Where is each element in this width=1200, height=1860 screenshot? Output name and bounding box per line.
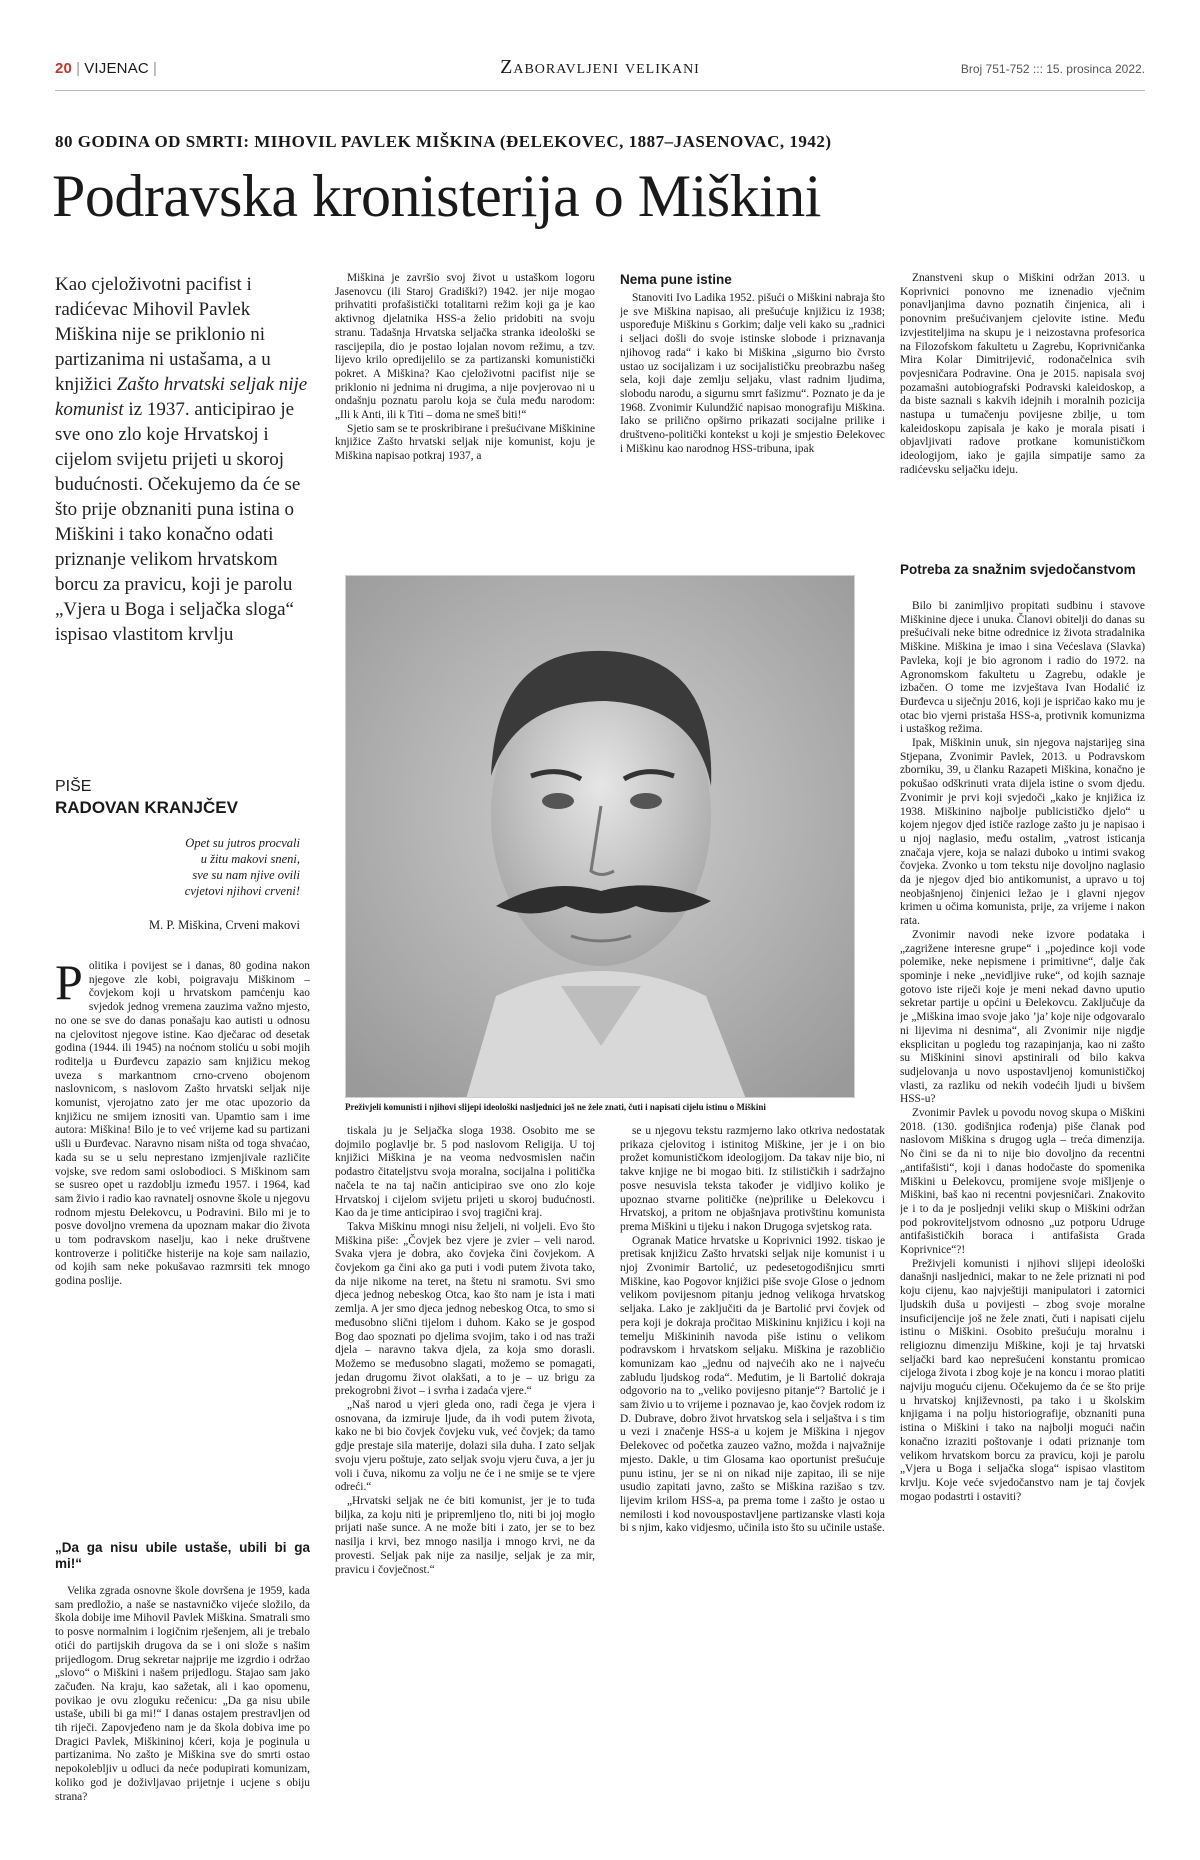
page-number: 20 — [55, 60, 73, 77]
paragraph: „Naš narod u vjeri gleda ono, radi čega je vjera i osnovana, da izmiruje ljude, da ih vodi putem života, kako ne bi bio čovjek čovjeku vuk, već čovjek; da tamo gdje prestaje sila materije, dolazi sila duha. I zato seljak svoju vjeru poštuje, zato seljak svoju vjeru čuva, a jer ju voli i čuva, nikomu za volju ne će i ne smije se te vjere odreći.“ — [335, 1399, 595, 1494]
epigraph-poem: Opet su jutros procvali u žitu makovi sneni, sve su nam njive ovili cvjetovi njihovi crveni! — [184, 836, 300, 898]
column-3-bottom — [620, 1125, 885, 1845]
header-left: 20 | VIJENAC | — [55, 60, 158, 77]
byline-author: RADOVAN KRANJČEV — [55, 798, 238, 817]
issue-info: Broj 751-752 ::: 15. prosinca 2022. — [960, 62, 1145, 76]
paragraph: Bilo bi zanimljivo propitati sudbinu i stavove Miškinine djece i unuka. Članovi obitelji do danas su prešućivali neke bitne odrednice iz života stradalnika Miškine. Miškina je imao i sina Većeslava (Slavka) Pavleka, koji je bio agronom i radio do 1972. na Agronomskom fakultetu u Zagrebu, odakle je izbačen. O tome me izvještava Ivan Hodalić iz Đurđevca u siječnju 2016, koji je ispričao kako mu je otac bio vjerni pristaša HSS-a, protivnik komunizma i ustaškog režima. — [900, 600, 1145, 736]
column-1-body — [55, 960, 310, 1535]
column-1-subhead: „Da ga nisu ubile ustaše, ubili bi ga mi!“ — [55, 1540, 310, 1571]
header-divider — [55, 90, 1145, 91]
paragraph: Takva Miškinu mnogi nisu željeli, ni voljeli. Evo što Miškina piše: „Čovjek bez vjere je zvier – veli narod. Svaka vjera je dobra, ako čovjeka čini čovjekom. A čovjekom ga čini ako ga puti i vodi putem života tako, da nije nikome na teret, na štetu ni sramotu. Svi smo djeca jednog nebeskog Otca, kao što nam je ista i mati zemlja. A jer smo djeca jednog nebeskog Otca, to smo si međusobno slični tijelom i duhom. Kako se je gospod Bog dao spoznati po djelima svojim, tako i od nas traži djela – naravno takva djela, za koja smo dorasli. Možemo se međusobno slagati, možemo se pomagati, jedan drugomu život olakšati, a to je – uz brigu za prekogrobni život – i svrha i zadaća vjere.“ — [335, 1220, 595, 1398]
page-header — [55, 52, 1145, 80]
paragraph: Sjetio sam se te proskribirane i prešućivane Miškinine knjižice Zašto hrvatski seljak nije komunist, koju je Miškina napisao potkraj 1937, a — [335, 422, 595, 463]
paragraph: Znanstveni skup o Miškini održan 2013. u Koprivnici ponovno me iznenadio vječnim ponavljanjima davno poznatih činjenica, ali i ponovnim prešućivanjem cjelovite istine. Među izvjestiteljima na skupu je i neizostavna profesorica na Filozofskom fakultetu u Zagrebu, Koprivničanka Mira Kolar Dimitrijević, rodonačelnica svih povjesničara Podravine. Ona je 2015. napisala svoj pozamašni autobiografski Podravski kaleidoskop, a da biste saznali s kakvih idejnih i moralnih pozicija nastupa u tumačenju povijesne zbilje, u tom kaleidoskopu zapisala je kako je morala pisati i objavljivati radove protkane komunističkom ideologijom, iako je gajila simpatije samo za radićevsku seljačku ideju. — [900, 272, 1145, 476]
column-3-top — [620, 292, 885, 567]
byline-label: PIŠE — [55, 778, 92, 795]
column-2-bottom — [335, 1125, 595, 1845]
article-title: Podravska kronisterija o Miškini — [52, 163, 821, 229]
paragraph: Zvonimir Pavlek u povodu novog skupa o Miškini 2018. (130. godišnjica rođenja) piše članak pod naslovom Miškina s drugog ugla – treća dimenzija. No čini se da ni to nije bio dovoljno da recentni „antifašisti“, koji i danas hodočaste do spomenika Miškini u Đelekovcu, promijene svoje mišljenje o Miškini, baš kao ni recentni povjesničari. Znakovito je i to da je posljednji veliki skup o Miškini održan pod pokroviteljstvom odnosno „uz potporu Udruge antifašističkih boraca i antifašista Grada Koprivnice“?! — [900, 1107, 1145, 1257]
column-4-body — [900, 600, 1145, 1850]
paragraph: Zvonimir navodi neke izvore podataka i „zagriženе interesne grupe“ i „pojedince koji vode polemike, neke nepismene i primitivne“, dalje čak spominje i neke „nevidljive ruke“, od kojih saznaje gotovo iste riječi koje je meni nekad davno uputio sekretar partije u općini u Đelekovcu. Zaključuje da je „Miškina imao svoje jako ’ja’ koje nije odgovaralo ni lijevima ni desnima“, ali Zvonimir nije nigdje eksplicitan u pogledu tog razapinjanja, kao ni zašto su Miškinini sinovi apstinirali od bilo kakva sudjelovanja u novo uspostavljenoj komunističkoj vlasti, za razliku od nekih vodećih ljudi u bivšem HSS-u? — [900, 928, 1145, 1106]
drop-cap: P — [55, 960, 83, 1010]
paragraph: Velika zgrada osnovne škole dovršena je 1959, kada sam predložio, a naše se nastavničko vijeće složilo, da škola dobije ime Mihovil Pavlek Miškina. Smatrali smo to posve normalnim i logičnim rješenjem, ali je trebalo otići do partijskih drugova da se i oni slože s našim prijedlogom. Drug sekretar najprije me izgrdio i održao „slovo“ o Miškini i našem prijedlogu. Stajao sam jako začuđen. Na kraju, kao sažetak, ali i kao opomenu, povikao je ovu zloguku rečenicu: „Da ga nisu ubile ustaše, ubili bi ga mi!“ I danas ostajem prestravljen od tih riječi. Zapovjeđeno nam je da škola dobiva ime po Dragici Pavlek, Miškininoj kćeri, koja je poginula u partizanima. No zašto je Miškina sve do smrti ostao nepokolebljiv u odluci da neće podupirati komunizam, koliko god je doživljavao prijetnje i ucjene s obiju strana? — [55, 1585, 310, 1803]
paragraph: se u njegovu tekstu razmjerno lako otkriva nedostatak prikaza cjelovitog i istinitog Miškine, jer je i on bio prožet komunističkom ideologijom. Da takav nije bio, ni takve knjige ne bi mogao biti. Iz stilističkih i sadržajno posve nesuvisla teksta također je vidljivo koliko je upoznao stvarne političke (ne)prilike u Đelekovcu i Hrvatskoj, a pritom ne objašnjava protivštinu komunista prema Miškini u tijeku i nakon Drugoga svjetskog rata. — [620, 1125, 885, 1233]
paragraph: Ogranak Matice hrvatske u Koprivnici 1992. tiskao je pretisak knjižicu Zašto hrvatski seljak nije komunist i u njoj Zvonimir Bartolić, uz pedesetogodišnjicu smrti Miškine, kao Pogovor knjižici piše svoje Glose o jednom velikom povijesnom pitanju jednog velikoga hrvatskog seljaka. Lako je zaključiti da je Bartolić prvi čovjek od pera koji je dokraja pročitao Miškininu knjižicu i koji na temelju Miškininih navoda piše istinu o velikom podravskom i hrvatskom seljaku. Miškina je razobličio komunizam kao „jednu od najvećih ako ne i najveću zabludu ljudskog roda“. Međutim, je li Bartolić dokraja odgovorio na to „veliko povijesno pitanje“? Bartolić je i sam živio u to vrijeme i poznavao je, kao čovjek rodom iz D. Dubrave, dobro život hrvatskog sela i seljaštva i s tim u vezi i značenje HSS-a u kojem je Miškina i njegov Đelekovec od početka zauzeo važno, možda i najvažnije mjesto. Dakle, u tim Glosama kao oportunist prešućuje punu istinu, jer se ni on nikad nije zapitao, ili se nije usudio zapitati javno, zašto se Miškina razišao s tzv. lijevim krilom HSS-a, pa prema tome i zašto je ostao u nemilosti i kod novouspostavljene partizanske vlasti koja bi s njim, kako vidjesmo, učinila isto što su učinile ustaše. — [620, 1234, 885, 1535]
epigraph-source: M. P. Miškina, Crveni makovi — [148, 918, 300, 932]
section-name: Zaboravljeni velikani — [500, 56, 700, 78]
paragraph: tiskala ju je Seljačka sloga 1938. Osobito me se dojmilo poglavlje br. 5 pod naslovom Religija. U toj knjižici Miškina je na veoma nedvosmislen način podastro čitateljstvu svoja moralna, socijalna i politička načela te na taj način anticipirao sve ono zlo koje Hrvatskoj i cijelom svijetu prijeti u skoroj budućnosti. Kao da je time anticipirao i svoj tragični kraj. — [335, 1125, 595, 1220]
paragraph: Ipak, Miškinin unuk, sin njegova najstarijeg sina Stjepana, Zvonimir Pavlek, 2013. u Podravskom zborniku, 39, u članku Razapeti Miškina, konačno je pokušao odškrinuti vrata dijela istine o svom djedu. Zvonimir je prvi koji svjedoči „kako je knjižica iz 1938. Miškinino najbolje publicističko djelo“ u kojem njegov djed ističe razloge zašto ju je napisao i u njoj naglasio, među ostalim, „vatrost isticanja značaja vjere, koja se nalazi duboko u intimi svakog čovjeka. Zvonko u tom tekstu nije dovoljno naglasio da je njegov djed bio antikomunist, a upravo u toj neobjašnjenoj činjenici ležao je i glavni njegov krimen u očima komunista, prije, za vrijeme i nakon rata. — [900, 737, 1145, 928]
portrait-image — [346, 576, 855, 1098]
column-2-top — [335, 272, 595, 567]
paragraph: Stanoviti Ivo Ladika 1952. pišući o Miškini nabraja što je sve Miškina napisao, ali prešućuje knjižicu iz 1938; uspoređuje Miškinu s Gorkim; dalje veli kako su „radnici i seljaci došli do svoje istinske slobode i priznavanja njihovog rada“ i kako bi Miškina „sigurno bio čvrsto ustao uz socijalizam i uz socijalističku preobrazbu našeg sela, koji daje zemlju seljaku, vlast radnim ljudima, slobodu narodu, a sigurnu smrt fašizmu“. Poznato je da je 1968. Zvonimir Kulundžić napisao monografiju Miškina. Iako se prilično opširno prikazati socijalne prilike i društveno-politički kontekst u koji je smjestio Đelekovec i Miškinu kao narodnog HSS-tribuna, ipak — [620, 292, 885, 455]
paragraph: „Hrvatski seljak ne će biti komunist, jer je to tuđa biljka, za koju niti je pripremljeno tlo, niti bi joj mogło prijati naše sunce. A ne može biti i zato, jer se to bez nasilja i krvi, bez mnogo nasilja i mnogo krvi, ne da provesti. Seljak pak nije za nasilje, seljak je za mir, pravicu i čovječnost.“ — [335, 1494, 595, 1576]
paragraph: Preživjeli komunisti i njihovi slijepi ideološki današnji nasljednici, makar to ne žele priznati ni pod koju cijenu, kao najvještiji manipulatori i zatornici ljudskih duša u povijesti – zbog svoje moralne insuficijencije još ne žele znati, čuti i napisati cijelu istinu o Miškini. Osobito prešućuju moralnu i religioznu dimenziju Miškine, koji je taj hrvatski seljački bard kao neprešućeni konstantu promicao cijeloga života i zbog koje je na koncu i morao platiti najviju moguću cijenu. Očekujemo da će se što prije u hrvatskoj književnosti, pa tako i u školskim knjigama i na polju historiografije, obznaniti puna istina o Miškini i tako na najbolji mogući način konačno izraziti poštovanje i odati priznanje tom velikom hrvatskom borcu za pravicu, koji je parolu „Vjera u Boga i seljačka sloga“ ispisao vlastitom krvlju. Koje veće svjedočanstvo nam je taj čovjek mogao podastrti i ostaviti? — [900, 1257, 1145, 1503]
article-kicker: 80 GODINA OD SMRTI: MIHOVIL PAVLEK MIŠKINA (ĐELEKOVEC, 1887–JASENOVAC, 1942) — [55, 132, 832, 151]
column-3-subhead: Nema pune istine — [620, 272, 732, 287]
portrait-photo — [345, 575, 855, 1098]
publication-name: VIJENAC — [84, 60, 149, 77]
article-lede: Kao cjeloživotni pacifist i radićevac Mihovil Pavlek Miškina nije se priklonio ni partizanima ni ustašama, a u knjižici Zašto hrvatski seljak nije komunist iz 1937. anticipirao je sve ono zlo koje Hrvatskoj i cijelom svijetu prijeti u skoroj budućnosti. Očekujemo da će se što prije obznaniti puna istina o Miškini i tako konačno odati priznanje velikom hrvatskom borcu za pravicu, koji je parolu „Vjera u Boga i seljačka sloga“ ispisao vlastitom krvlju — [55, 274, 308, 645]
column-1-body-2 — [55, 1585, 310, 1850]
lede-book-title: Zašto hrvatski seljak nije komunist — [55, 374, 308, 420]
column-4-subhead: Potreba za snažnim svjedočanstvom — [900, 562, 1136, 577]
paragraph: Politika i povijest se i danas, 80 godina nakon njegove zle kobi, poigravaju Miškinom – čovjekom koji u hrvatskom pamćenju kao svjedok jednog vremena zauzima važno mjesto, no one se sve do danas ponašaju kao autisti u odnosu na cjelovitost njegove istine. Kao dječarac od desetak godina (1944. ili 1945) na noćnom stoliću u sobi mojih roditelja u Đurđevcu zapazio sam knjižicu mekog uveza s markantnom crno-crveno obojenom naslovnicom, s naslovom Zašto hrvatski seljak nije komunist, vjerojatno zato jer me otac upozorio da knjižicu ne smijem iznositi van. Upamtio sam i ime autora: Miškina! Bilo je to već vrijeme kad su partizani ušli u Đurđevac. Naravno nisam ništa od toga shvaćao, kada su se u selu neprestano izmjenjivale različite vojske, sve redom sami oslobodioci. S Miškinom sam se susreo opet u razdoblju između 1957. i 1964, kad sam živio i radio kao ravnatelj osnovne škole u njegovu rodnom mjestu Đelekovcu, u Podravini. Bilo mi je to posve dovoljno vremena da upoznam makar dio života u tom podravskom naselju, kao i neke društvene kontroverze i političke histerije na koje sam nailazio, od kojih sam neke pokušavao razmrsiti tek mnogo godina poslije. — [55, 960, 310, 1288]
paragraph: Miškina je završio svoj život u ustaškom logoru Jasenovcu (ili Staroj Gradiški?) 1942. jer nije mogao prihvatiti profašistički totalitarni režim koji ga je kao aktivnog djelatnika HSS-a želio pridobiti na svoju stranu. Tadašnja Hrvatska seljačka stranka ideološki se rascijepila, dio je postao lojalan novom režimu, a tzv. lijevo krilo opredijelilo se za partizanski komunistički pokret. A Miškina? Kao cjeloživotni pacifist nije se priklonio ni jednima ni drugima, a nije povjerovao ni u ondašnju poznatu parolu koja se čula među narodom: „Ili k Anti, ili k Titi – doma ne smeš biti!“ — [335, 272, 595, 422]
column-4-top — [900, 272, 1145, 557]
photo-caption: Preživjeli komunisti i njihovi slijepi ideološki nasljednici još ne žele znati, čuti i napisati cijelu istinu o Miškini — [345, 1102, 766, 1112]
